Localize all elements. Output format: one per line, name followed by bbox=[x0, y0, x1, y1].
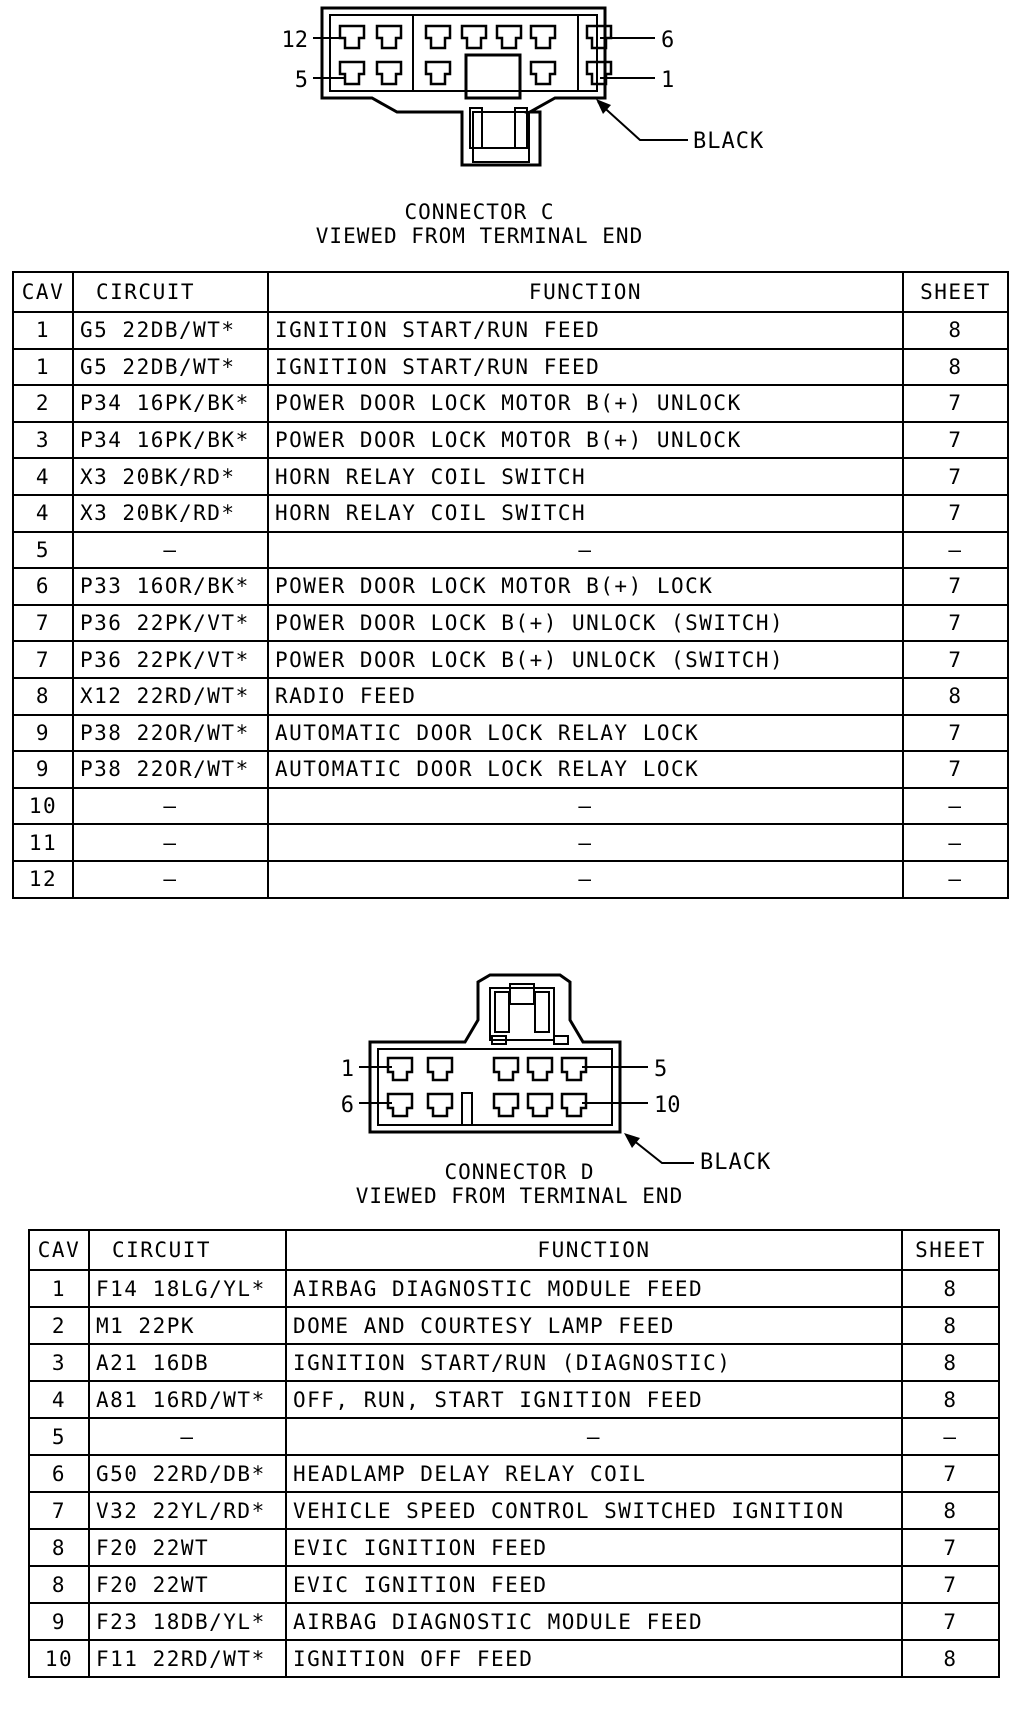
table-row bbox=[29, 1455, 999, 1492]
cell-sheet: 8 bbox=[903, 312, 1008, 349]
connector-d-subtitle: VIEWED FROM TERMINAL END bbox=[355, 1184, 684, 1208]
table-row bbox=[13, 422, 1008, 459]
cell-cav: 2 bbox=[29, 1307, 89, 1344]
connector-c-pin-label-1: 1 bbox=[661, 68, 675, 93]
cell-sheet: 8 bbox=[902, 1640, 999, 1677]
cell-cav: 7 bbox=[29, 1492, 89, 1529]
table-row bbox=[29, 1492, 999, 1529]
table-row bbox=[13, 568, 1008, 605]
cell-function: HORN RELAY COIL SWITCH bbox=[268, 495, 903, 532]
table-row bbox=[29, 1529, 999, 1566]
cell-cav: 4 bbox=[13, 458, 73, 495]
cell-sheet: 7 bbox=[903, 458, 1008, 495]
cell-sheet: 7 bbox=[903, 605, 1008, 642]
cell-circuit: P36 22PK/VT* bbox=[73, 641, 268, 678]
cell-function: — bbox=[268, 532, 903, 569]
cell-cav: 4 bbox=[13, 495, 73, 532]
table-row bbox=[13, 641, 1008, 678]
cell-sheet: 7 bbox=[903, 422, 1008, 459]
table-row bbox=[13, 824, 1008, 861]
table-row bbox=[29, 1381, 999, 1418]
table-row bbox=[13, 751, 1008, 788]
cell-function: — bbox=[286, 1418, 902, 1455]
cell-cav: 7 bbox=[13, 641, 73, 678]
cell-sheet: 7 bbox=[903, 751, 1008, 788]
cell-cav: 9 bbox=[29, 1603, 89, 1640]
table-row bbox=[13, 312, 1008, 349]
cell-sheet: 7 bbox=[902, 1529, 999, 1566]
cell-function: OFF, RUN, START IGNITION FEED bbox=[286, 1381, 902, 1418]
cell-circuit: F23 18DB/YL* bbox=[89, 1603, 286, 1640]
table-row bbox=[13, 495, 1008, 532]
cell-circuit: P38 22OR/WT* bbox=[73, 715, 268, 752]
cell-function: IGNITION START/RUN (DIAGNOSTIC) bbox=[286, 1344, 902, 1381]
cell-circuit: — bbox=[89, 1418, 286, 1455]
cell-function: — bbox=[268, 788, 903, 825]
header-circuit: CIRCUIT bbox=[89, 1230, 286, 1270]
cell-circuit: M1 22PK bbox=[89, 1307, 286, 1344]
cell-function: IGNITION START/RUN FEED bbox=[268, 312, 903, 349]
cell-cav: 7 bbox=[13, 605, 73, 642]
cell-function: RADIO FEED bbox=[268, 678, 903, 715]
cell-circuit: X3 20BK/RD* bbox=[73, 458, 268, 495]
table-row bbox=[29, 1566, 999, 1603]
cell-circuit: P38 22OR/WT* bbox=[73, 751, 268, 788]
cell-cav: 10 bbox=[29, 1640, 89, 1677]
table-row bbox=[13, 715, 1008, 752]
cell-cav: 1 bbox=[13, 349, 73, 386]
table-row bbox=[13, 532, 1008, 569]
cell-circuit: — bbox=[73, 861, 268, 898]
cell-sheet: 8 bbox=[902, 1270, 999, 1307]
connector-d-diagram bbox=[0, 970, 1024, 1165]
connector-c-diagram bbox=[0, 0, 1024, 200]
header-function: FUNCTION bbox=[286, 1230, 902, 1270]
cell-sheet: 8 bbox=[902, 1344, 999, 1381]
cell-sheet: — bbox=[903, 788, 1008, 825]
table-row bbox=[13, 349, 1008, 386]
cell-sheet: 8 bbox=[902, 1492, 999, 1529]
cell-cav: 9 bbox=[13, 715, 73, 752]
connector-c-caption bbox=[262, 200, 697, 248]
cell-sheet: — bbox=[903, 824, 1008, 861]
connector-c-title: CONNECTOR C bbox=[404, 200, 555, 224]
table-row bbox=[13, 458, 1008, 495]
cell-cav: 1 bbox=[29, 1270, 89, 1307]
table-row bbox=[29, 1307, 999, 1344]
cell-function: POWER DOOR LOCK B(+) UNLOCK (SWITCH) bbox=[268, 605, 903, 642]
cell-cav: 3 bbox=[13, 422, 73, 459]
cell-circuit: X12 22RD/WT* bbox=[73, 678, 268, 715]
cell-circuit: — bbox=[73, 788, 268, 825]
cell-circuit: A81 16RD/WT* bbox=[89, 1381, 286, 1418]
connector-d-title: CONNECTOR D bbox=[444, 1160, 595, 1184]
connector-d-color-callout: BLACK bbox=[700, 1150, 772, 1175]
table-header-row bbox=[13, 272, 1008, 312]
cell-circuit: P33 16OR/BK* bbox=[73, 568, 268, 605]
cell-sheet: — bbox=[903, 861, 1008, 898]
cell-sheet: 8 bbox=[903, 678, 1008, 715]
cell-circuit: P34 16PK/BK* bbox=[73, 422, 268, 459]
connector-c-pinout-table bbox=[12, 271, 1009, 899]
cell-cav: 8 bbox=[29, 1529, 89, 1566]
cell-cav: 6 bbox=[13, 568, 73, 605]
cell-cav: 3 bbox=[29, 1344, 89, 1381]
cell-circuit: P36 22PK/VT* bbox=[73, 605, 268, 642]
header-sheet: SHEET bbox=[903, 272, 1008, 312]
cell-function: POWER DOOR LOCK B(+) UNLOCK (SWITCH) bbox=[268, 641, 903, 678]
table-row bbox=[13, 788, 1008, 825]
cell-cav: 4 bbox=[29, 1381, 89, 1418]
connector-d-pinout-table bbox=[28, 1229, 1000, 1678]
cell-cav: 11 bbox=[13, 824, 73, 861]
cell-function: HORN RELAY COIL SWITCH bbox=[268, 458, 903, 495]
table-row bbox=[13, 605, 1008, 642]
cell-cav: 5 bbox=[13, 532, 73, 569]
cell-function: AIRBAG DIAGNOSTIC MODULE FEED bbox=[286, 1270, 902, 1307]
table-row bbox=[13, 678, 1008, 715]
cell-function: VEHICLE SPEED CONTROL SWITCHED IGNITION bbox=[286, 1492, 902, 1529]
cell-function: — bbox=[268, 824, 903, 861]
cell-circuit: F20 22WT bbox=[89, 1529, 286, 1566]
cell-circuit: — bbox=[73, 824, 268, 861]
cell-sheet: 8 bbox=[903, 349, 1008, 386]
table-row bbox=[29, 1418, 999, 1455]
cell-circuit: — bbox=[73, 532, 268, 569]
cell-circuit: F11 22RD/WT* bbox=[89, 1640, 286, 1677]
cell-function: AUTOMATIC DOOR LOCK RELAY LOCK bbox=[268, 751, 903, 788]
cell-function: POWER DOOR LOCK MOTOR B(+) UNLOCK bbox=[268, 422, 903, 459]
cell-circuit: F20 22WT bbox=[89, 1566, 286, 1603]
cell-cav: 12 bbox=[13, 861, 73, 898]
cell-cav: 5 bbox=[29, 1418, 89, 1455]
connector-c-pin-label-12: 12 bbox=[281, 28, 308, 53]
table-header-row bbox=[29, 1230, 999, 1270]
cell-sheet: 7 bbox=[903, 641, 1008, 678]
header-cav: CAV bbox=[29, 1230, 89, 1270]
cell-sheet: 7 bbox=[903, 568, 1008, 605]
header-cav: CAV bbox=[13, 272, 73, 312]
cell-function: HEADLAMP DELAY RELAY COIL bbox=[286, 1455, 902, 1492]
table-row bbox=[13, 385, 1008, 422]
header-circuit: CIRCUIT bbox=[73, 272, 268, 312]
cell-cav: 6 bbox=[29, 1455, 89, 1492]
cell-sheet: 7 bbox=[902, 1455, 999, 1492]
cell-cav: 8 bbox=[13, 678, 73, 715]
cell-sheet: — bbox=[902, 1418, 999, 1455]
connector-c-pin-label-6: 6 bbox=[661, 28, 675, 53]
connector-d-pin-label-6: 6 bbox=[340, 1093, 354, 1118]
header-sheet: SHEET bbox=[902, 1230, 999, 1270]
cell-cav: 10 bbox=[13, 788, 73, 825]
connector-c-subtitle: VIEWED FROM TERMINAL END bbox=[315, 224, 644, 248]
cell-circuit: X3 20BK/RD* bbox=[73, 495, 268, 532]
cell-function: EVIC IGNITION FEED bbox=[286, 1529, 902, 1566]
cell-sheet: 7 bbox=[903, 495, 1008, 532]
cell-circuit: P34 16PK/BK* bbox=[73, 385, 268, 422]
connector-d-caption bbox=[302, 1160, 737, 1208]
table-row bbox=[29, 1640, 999, 1677]
connector-c-pin-label-5: 5 bbox=[294, 68, 308, 93]
cell-cav: 2 bbox=[13, 385, 73, 422]
header-function: FUNCTION bbox=[268, 272, 903, 312]
cell-function: EVIC IGNITION FEED bbox=[286, 1566, 902, 1603]
cell-function: POWER DOOR LOCK MOTOR B(+) LOCK bbox=[268, 568, 903, 605]
cell-cav: 9 bbox=[13, 751, 73, 788]
cell-function: AIRBAG DIAGNOSTIC MODULE FEED bbox=[286, 1603, 902, 1640]
connector-d-pin-label-10: 10 bbox=[654, 1093, 681, 1118]
table-row bbox=[29, 1603, 999, 1640]
cell-circuit: V32 22YL/RD* bbox=[89, 1492, 286, 1529]
cell-function: IGNITION START/RUN FEED bbox=[268, 349, 903, 386]
cell-sheet: — bbox=[903, 532, 1008, 569]
cell-circuit: G5 22DB/WT* bbox=[73, 312, 268, 349]
cell-circuit: A21 16DB bbox=[89, 1344, 286, 1381]
cell-function: AUTOMATIC DOOR LOCK RELAY LOCK bbox=[268, 715, 903, 752]
connector-d-pin-label-5: 5 bbox=[654, 1057, 668, 1082]
connector-c-color-callout: BLACK bbox=[693, 129, 765, 154]
cell-circuit: G50 22RD/DB* bbox=[89, 1455, 286, 1492]
cell-sheet: 7 bbox=[903, 385, 1008, 422]
cell-function: POWER DOOR LOCK MOTOR B(+) UNLOCK bbox=[268, 385, 903, 422]
cell-sheet: 8 bbox=[902, 1307, 999, 1344]
cell-function: DOME AND COURTESY LAMP FEED bbox=[286, 1307, 902, 1344]
cell-circuit: G5 22DB/WT* bbox=[73, 349, 268, 386]
connector-d-pin-label-1: 1 bbox=[340, 1057, 354, 1082]
cell-function: — bbox=[268, 861, 903, 898]
cell-circuit: F14 18LG/YL* bbox=[89, 1270, 286, 1307]
cell-cav: 1 bbox=[13, 312, 73, 349]
cell-cav: 8 bbox=[29, 1566, 89, 1603]
cell-sheet: 7 bbox=[903, 715, 1008, 752]
cell-sheet: 7 bbox=[902, 1566, 999, 1603]
cell-function: IGNITION OFF FEED bbox=[286, 1640, 902, 1677]
cell-sheet: 8 bbox=[902, 1381, 999, 1418]
table-row bbox=[29, 1270, 999, 1307]
cell-sheet: 7 bbox=[902, 1603, 999, 1640]
table-row bbox=[13, 861, 1008, 898]
table-row bbox=[29, 1344, 999, 1381]
